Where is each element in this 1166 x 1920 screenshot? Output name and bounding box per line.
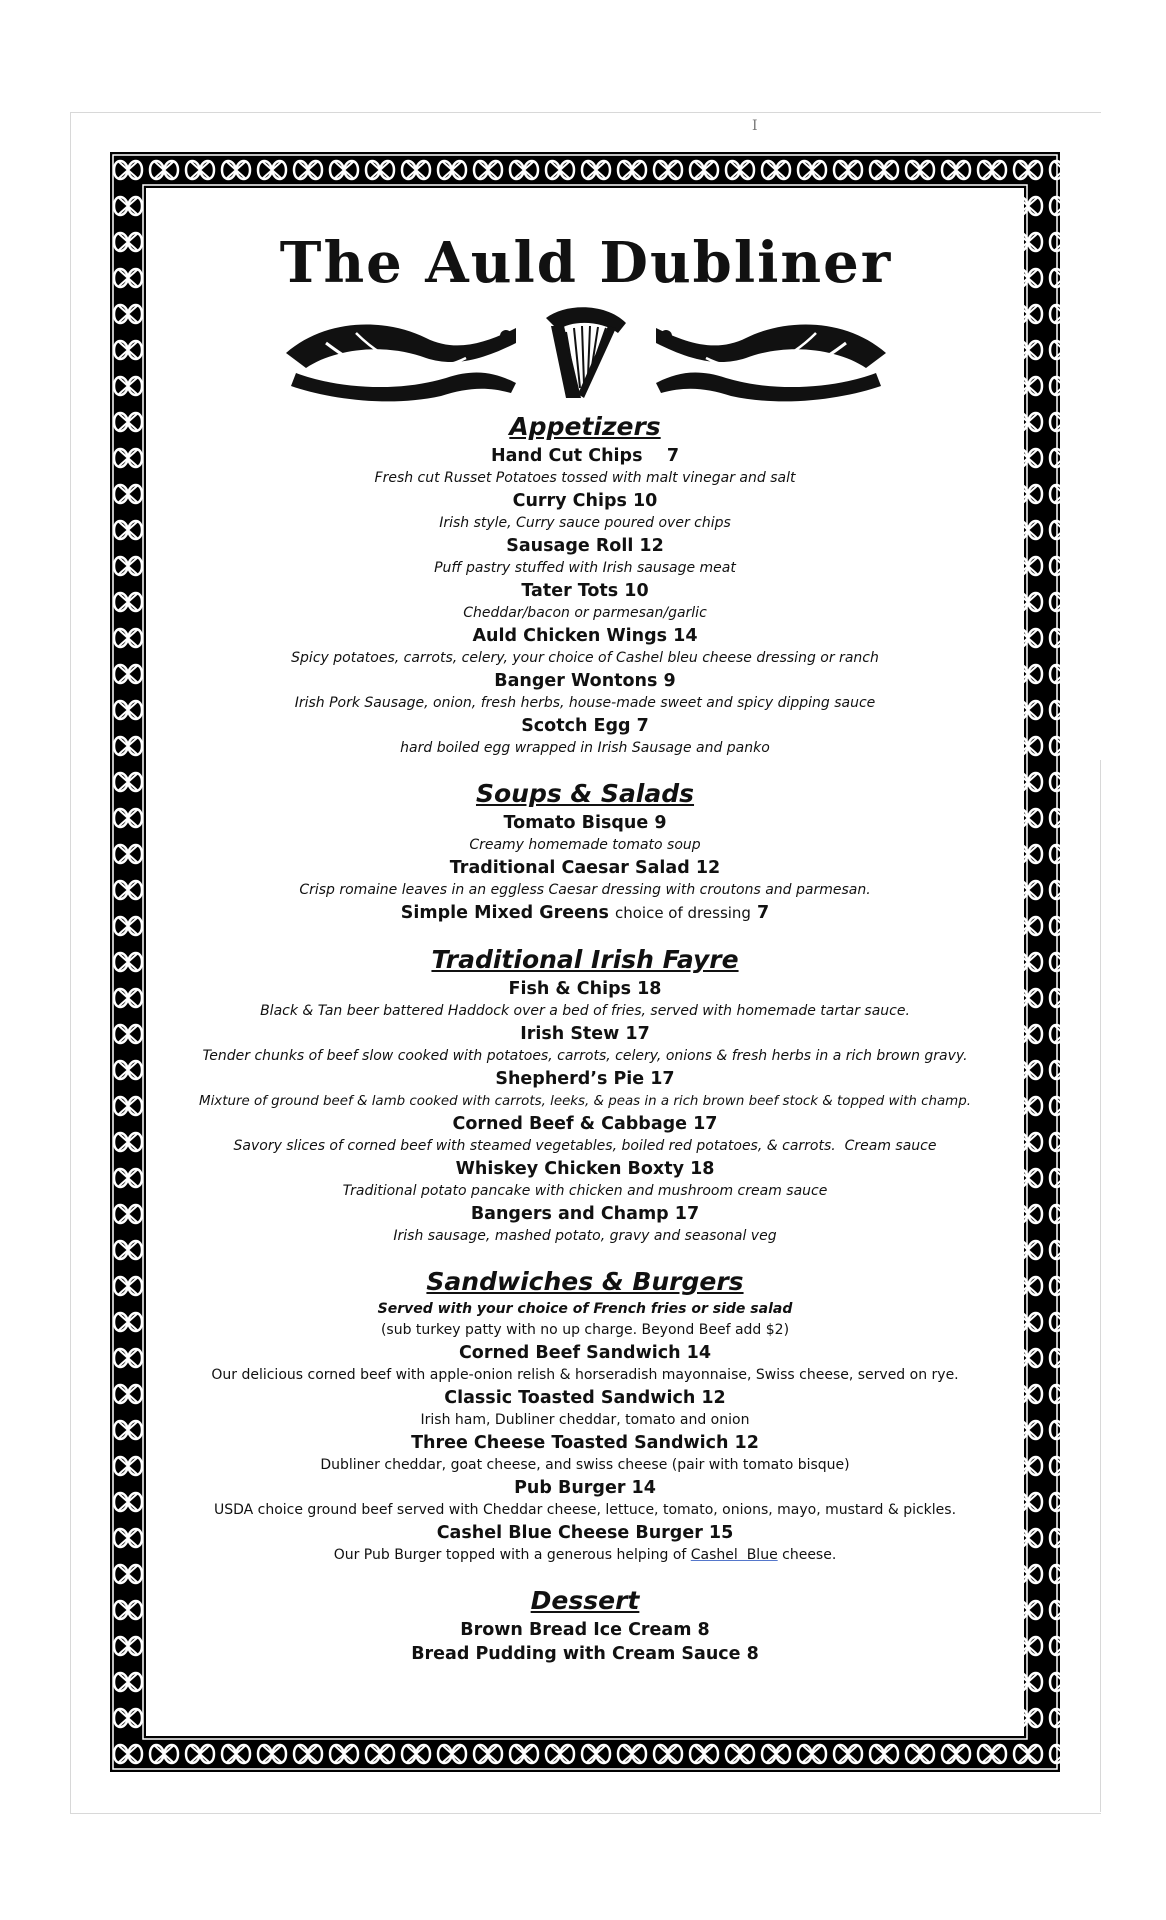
section-note: Served with your choice of French fries or side salad <box>377 1301 793 1317</box>
sandwiches-burgers-section <box>146 1265 1024 1566</box>
menu-item-name: Fish & Chips 18 <box>508 979 662 999</box>
section-spacer <box>146 1566 1024 1584</box>
menu-item-name: Whiskey Chicken Boxty 18 <box>455 1159 715 1179</box>
menu-item-desc: Traditional potato pancake with chicken and mushroom cream sauce <box>342 1183 828 1199</box>
menu-body <box>146 410 1024 1666</box>
section-spacer <box>146 1247 1024 1265</box>
menu-item-desc: USDA choice ground beef served with Cheddar cheese, lettuce, tomato, onions, mayo, mustard & pickles. <box>213 1502 957 1518</box>
section-title-soups-salads: Soups & Salads <box>475 779 695 808</box>
right-knot-beast-icon <box>656 324 886 401</box>
menu-item-desc: Cheddar/bacon or parmesan/garlic <box>463 605 707 621</box>
menu-item-name: Brown Bread Ice Cream 8 <box>460 1620 710 1640</box>
menu-item-desc: Our delicious corned beef with apple-onion relish & horseradish mayonnaise, Swiss cheese, served on rye. <box>211 1367 959 1383</box>
harp-icon <box>546 307 626 398</box>
menu-item-name: Hand Cut Chips 7 <box>490 446 680 466</box>
menu-item-name: Irish Stew 17 <box>520 1024 650 1044</box>
section-title-sandwiches-burgers: Sandwiches & Burgers <box>426 1267 744 1296</box>
menu-item-name: Pub Burger 14 <box>514 1478 656 1498</box>
menu-item-desc: Dubliner cheddar, goat cheese, and swiss cheese (pair with tomato bisque) <box>320 1457 850 1473</box>
section-title-irish-fayre: Traditional Irish Fayre <box>431 945 739 974</box>
menu-item-name: Scotch Egg 7 <box>521 716 649 736</box>
section-spacer <box>146 925 1024 943</box>
menu-item-price: 7 <box>757 903 770 923</box>
desc-text: cheese. <box>777 1547 837 1563</box>
document-page-edge <box>1100 760 1101 1812</box>
menu-item-name: Sausage Roll 12 <box>506 536 664 556</box>
harp-knot-banner <box>266 298 906 408</box>
menu-item-name: Curry Chips 10 <box>512 491 658 511</box>
menu-item-desc: Irish Pork Sausage, onion, fresh herbs, house-made sweet and spicy dipping sauce <box>294 695 876 711</box>
menu-item-desc: Creamy homemade tomato soup <box>469 837 701 853</box>
menu-item-desc: Fresh cut Russet Potatoes tossed with malt vinegar and salt <box>374 470 796 486</box>
menu-item-name: Traditional Caesar Salad 12 <box>449 858 721 878</box>
menu-item-name: Cashel Blue Cheese Burger 15 <box>436 1523 734 1543</box>
menu-item-desc: Irish style, Curry sauce poured over chips <box>439 515 731 531</box>
menu-item-desc: Crisp romaine leaves in an eggless Caesar dressing with croutons and parmesan. <box>299 882 871 898</box>
menu-item-desc: Spicy potatoes, carrots, celery, your choice of Cashel bleu cheese dressing or ranch <box>291 650 879 666</box>
menu-item-name: Banger Wontons 9 <box>494 671 676 691</box>
restaurant-title: The Auld Dubliner <box>279 230 893 296</box>
spellcheck-underlined-text: Cashel Blue <box>690 1547 778 1563</box>
menu-item-desc: Irish sausage, mashed potato, gravy and seasonal veg <box>393 1228 777 1244</box>
appetizers-section <box>146 410 1024 759</box>
menu-item-name: Tomato Bisque 9 <box>503 813 667 833</box>
menu-item-desc: Tender chunks of beef slow cooked with potatoes, carrots, celery, onions & fresh herbs in a rich brown gravy. <box>202 1048 968 1064</box>
menu-item-desc: Mixture of ground beef & lamb cooked with carrots, leeks, & peas in a rich brown beef stock & topped with champ. <box>199 1094 971 1109</box>
desc-text: Our Pub Burger topped with a generous helping of <box>333 1547 691 1563</box>
menu-item-desc: hard boiled egg wrapped in Irish Sausage and panko <box>400 740 770 756</box>
menu-item-note: choice of dressing <box>614 904 751 922</box>
menu-item-desc: Black & Tan beer battered Haddock over a bed of fries, served with homemade tartar sauce. <box>260 1003 910 1019</box>
menu-item-desc <box>146 1545 1024 1566</box>
menu-item-name: Bread Pudding with Cream Sauce 8 <box>411 1644 759 1664</box>
menu-item-name: Three Cheese Toasted Sandwich 12 <box>411 1433 759 1453</box>
section-note: (sub turkey patty with no up charge. Beyond Beef add $2) <box>380 1322 790 1338</box>
menu-item-name: Simple Mixed Greens <box>400 903 609 923</box>
menu-item-desc: Savory slices of corned beef with steamed vegetables, boiled red potatoes, & carrots. Cream sauce <box>233 1138 937 1154</box>
menu-item-name: Bangers and Champ 17 <box>470 1204 700 1224</box>
menu-item-name: Auld Chicken Wings 14 <box>472 626 698 646</box>
dessert-section <box>146 1584 1024 1666</box>
irish-fayre-section <box>146 943 1024 1247</box>
menu-item-name: Corned Beef Sandwich 14 <box>458 1343 712 1363</box>
menu-item-mixed-greens <box>146 901 1024 925</box>
menu-item-name: Shepherd’s Pie 17 <box>495 1069 675 1089</box>
left-knot-beast-icon <box>286 324 516 401</box>
section-title-appetizers: Appetizers <box>509 412 661 441</box>
menu-item-name: Classic Toasted Sandwich 12 <box>444 1388 726 1408</box>
menu-item-name: Tater Tots 10 <box>521 581 649 601</box>
section-spacer <box>146 759 1024 777</box>
soups-salads-section <box>146 777 1024 925</box>
menu-item-desc: Puff pastry stuffed with Irish sausage meat <box>434 560 736 576</box>
menu-item-desc: Irish ham, Dubliner cheddar, tomato and onion <box>420 1412 750 1428</box>
text-cursor-icon: I <box>752 118 758 134</box>
section-title-dessert: Dessert <box>530 1586 640 1615</box>
menu-item-name: Corned Beef & Cabbage 17 <box>452 1114 718 1134</box>
